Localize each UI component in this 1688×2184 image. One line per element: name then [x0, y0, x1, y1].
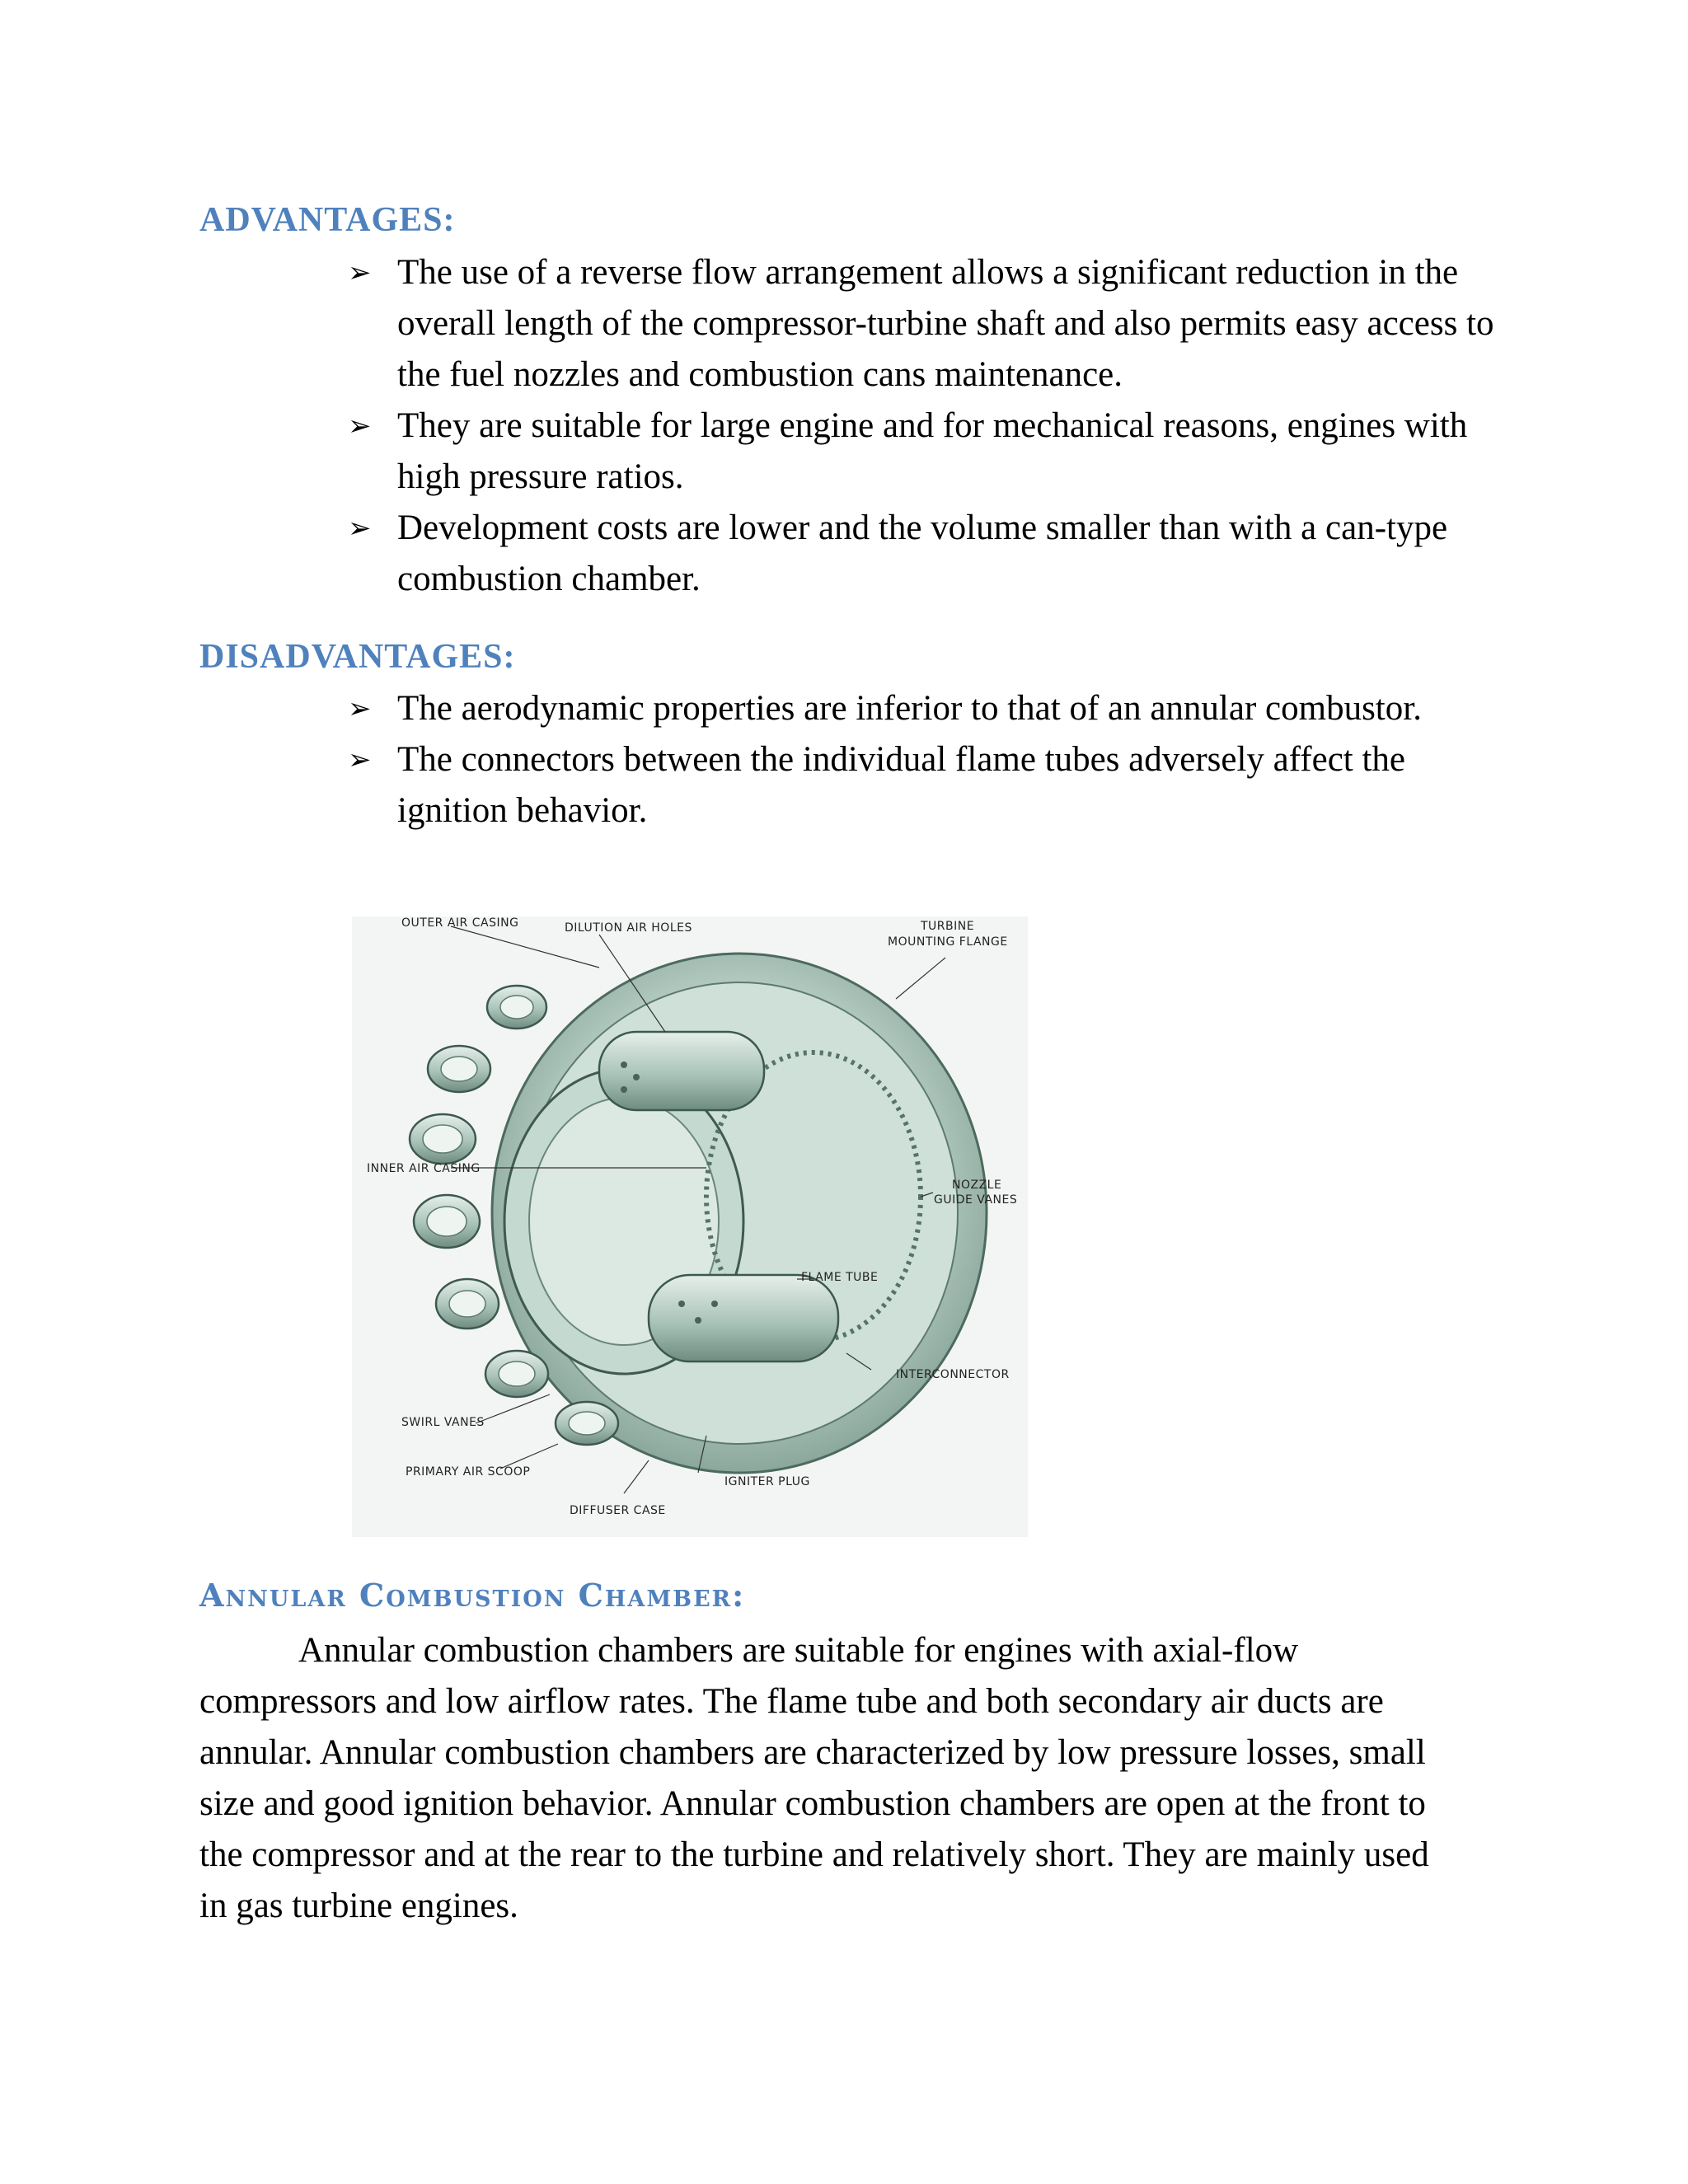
arrowhead-bullet-icon: ➢ [348, 256, 372, 289]
label-diffuser-case: DIFFUSER CASE [570, 1504, 666, 1517]
list-item-text: The use of a reverse flow arrangement allows a significant reduction in the overall length of the compressor-turbine shaft and also permits easy access to the fuel nozzles and combustion cans maintenance. [397, 253, 1494, 394]
advantages-heading: ADVANTAGES: [199, 201, 456, 239]
label-mounting-flange: MOUNTING FLANGE [888, 935, 1008, 949]
arrowhead-bullet-icon: ➢ [348, 512, 372, 545]
list-item [346, 734, 1500, 837]
label-dilution-air-holes: DILUTION AIR HOLES [565, 921, 692, 935]
combustion-chamber-figure [352, 916, 1028, 1537]
label-swirl-vanes: SWIRL VANES [401, 1416, 485, 1429]
disadvantages-list [346, 683, 1500, 837]
advantages-list [346, 247, 1500, 605]
list-item-text: Development costs are lower and the volume smaller than with a can-type combustion chamber. [397, 509, 1448, 598]
label-inner-air-casing: INNER AIR CASING [367, 1162, 481, 1175]
label-flame-tube: FLAME TUBE [801, 1271, 879, 1284]
label-outer-air-casing: OUTER AIR CASING [401, 916, 519, 930]
list-item-text: The connectors between the individual flame tubes adversely affect the ignition behavior. [397, 740, 1406, 830]
list-item-text: They are suitable for large engine and for mechanical reasons, engines with high pressure ratios. [397, 406, 1468, 496]
combustion-chamber-illustration [352, 916, 1028, 1537]
list-item [346, 683, 1500, 734]
list-item [346, 503, 1500, 605]
arrowhead-bullet-icon: ➢ [348, 410, 372, 443]
disadvantages-heading: DISADVANTAGES: [199, 638, 516, 676]
label-turbine: TURBINE [921, 920, 975, 933]
arrowhead-bullet-icon: ➢ [348, 743, 372, 776]
label-primary-air-scoop: PRIMARY AIR SCOOP [406, 1465, 531, 1479]
label-igniter-plug: IGNITER PLUG [724, 1475, 810, 1488]
annular-paragraph: Annular combustion chambers are suitable for engines with axial-flow compressors and low airflow rates. The flame tube and both secondary air ducts are annular. Annular combustion chambers are characterized by low pressure losses, small size and good ignition behavior. Annular combustion chambers are open at the front to the compressor and at the rear to the turbine and relatively short. They are mainly used in gas turbine engines. [199, 1631, 1429, 1925]
label-nozzle: NOZZLE [952, 1179, 1002, 1192]
list-item [346, 401, 1500, 503]
annular-heading: Annular Combustion Chamber: [199, 1577, 746, 1614]
label-guide-vanes: GUIDE VANES [934, 1193, 1018, 1207]
label-interconnector: INTERCONNECTOR [896, 1368, 1010, 1381]
list-item [346, 247, 1500, 401]
arrowhead-bullet-icon: ➢ [348, 692, 372, 725]
list-item-text: The aerodynamic properties are inferior to that of an annular combustor. [397, 689, 1422, 728]
